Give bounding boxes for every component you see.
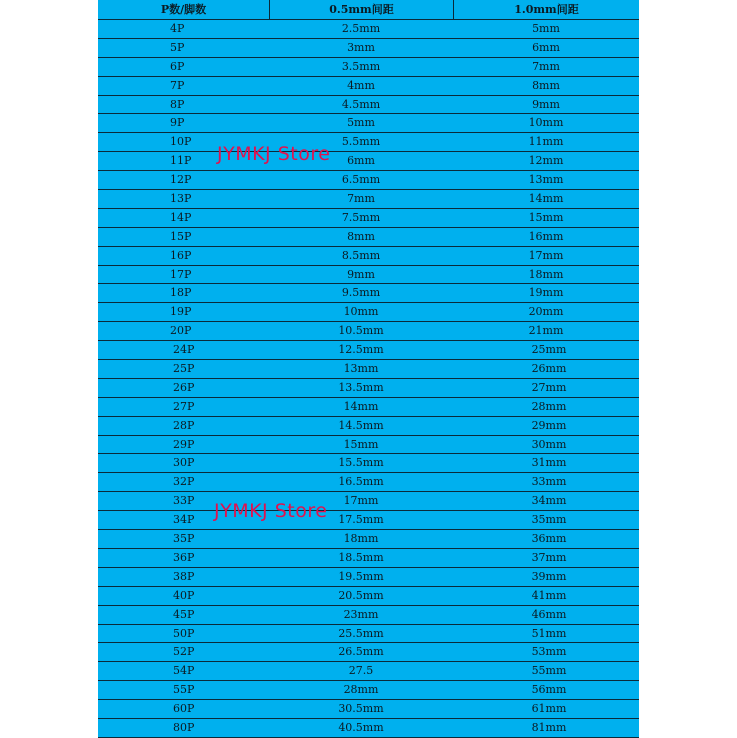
spacing-05mm-cell: 28mm [343, 683, 379, 697]
spacing-05mm-cell: 14.5mm [338, 418, 384, 432]
table-header [98, 0, 639, 20]
table-row [98, 360, 639, 379]
header-05mm: 0.5mm间距 [269, 0, 453, 19]
table-row [98, 133, 639, 152]
table-row [98, 436, 639, 455]
pin-count-cell: 30P [173, 456, 195, 470]
pin-count-cell: 20P [170, 324, 192, 338]
spacing-05mm-cell: 8mm [347, 229, 375, 243]
spacing-10mm-cell: 34mm [531, 494, 567, 508]
spacing-05mm-cell: 2.5mm [341, 22, 381, 35]
spacing-05mm-cell: 30.5mm [338, 702, 384, 716]
spacing-10mm-cell: 19mm [528, 286, 564, 300]
pin-count-cell: 55P [173, 683, 195, 697]
pin-count-cell: 35P [173, 532, 195, 546]
pin-count-cell: 28P [173, 418, 195, 432]
spacing-05mm-cell: 5.5mm [341, 135, 381, 149]
table-row [98, 398, 639, 417]
table-row [98, 322, 639, 341]
spacing-10mm-cell: 13mm [528, 173, 564, 187]
spacing-05mm-cell: 27.5 [348, 664, 374, 678]
table-row [98, 379, 639, 398]
spacing-05mm-cell: 16.5mm [338, 475, 384, 489]
table-row [98, 473, 639, 492]
pin-count-cell: 34P [173, 513, 195, 527]
spacing-10mm-cell: 33mm [531, 475, 567, 489]
pin-count-cell: 27P [173, 399, 195, 413]
pin-count-cell: 5P [170, 40, 185, 54]
pin-count-cell: 52P [173, 645, 195, 659]
spacing-10mm-cell: 25mm [531, 343, 567, 357]
table-row [98, 266, 639, 285]
pin-count-cell: 10P [170, 135, 192, 149]
pin-count-cell: 9P [170, 116, 185, 130]
pin-count-cell: 38P [173, 569, 195, 583]
table-row [98, 719, 639, 738]
pin-count-cell: 60P [173, 702, 195, 716]
spacing-10mm-cell: 17mm [528, 248, 564, 262]
spacing-10mm-cell: 31mm [531, 456, 567, 470]
spacing-10mm-cell: 39mm [531, 569, 567, 583]
pin-count-cell: 32P [173, 475, 195, 489]
table-row [98, 303, 639, 322]
spacing-05mm-cell: 3mm [347, 40, 375, 54]
spacing-05mm-cell: 4.5mm [341, 97, 381, 111]
spacing-10mm-cell: 16mm [528, 229, 564, 243]
pin-count-cell: 25P [173, 362, 195, 376]
table-row [98, 530, 639, 549]
table-body [98, 20, 639, 738]
pin-count-cell: 54P [173, 664, 195, 678]
spacing-10mm-cell: 36mm [531, 532, 567, 546]
spacing-10mm-cell: 26mm [531, 362, 567, 376]
spacing-05mm-cell: 20.5mm [338, 588, 384, 602]
table-row [98, 568, 639, 587]
pin-count-cell: 45P [173, 607, 195, 621]
pin-count-cell: 7P [170, 78, 185, 92]
spacing-05mm-cell: 6mm [347, 154, 375, 168]
spacing-10mm-cell: 81mm [531, 720, 567, 734]
spacing-10mm-cell: 53mm [531, 645, 567, 659]
spacing-05mm-cell: 12.5mm [338, 343, 384, 357]
spacing-10mm-cell: 61mm [531, 702, 567, 716]
table-row [98, 96, 639, 115]
spacing-05mm-cell: 15.5mm [338, 456, 384, 470]
spacing-10mm-cell: 18mm [528, 267, 564, 281]
pin-count-cell: 80P [173, 720, 195, 734]
spacing-05mm-cell: 6.5mm [341, 173, 381, 187]
spacing-10mm-cell: 46mm [531, 607, 567, 621]
pin-count-cell: 6P [170, 59, 185, 73]
table-row [98, 58, 639, 77]
spacing-10mm-cell: 51mm [531, 626, 567, 640]
pin-count-cell: 29P [173, 437, 195, 451]
table-row [98, 492, 639, 511]
spacing-10mm-cell: 20mm [528, 305, 564, 319]
table-row [98, 39, 639, 58]
spacing-05mm-cell: 14mm [343, 399, 379, 413]
spacing-10mm-cell: 30mm [531, 437, 567, 451]
table-row [98, 511, 639, 530]
spacing-10mm-cell: 56mm [531, 683, 567, 697]
spacing-05mm-cell: 17mm [343, 494, 379, 508]
spacing-05mm-cell: 40.5mm [338, 720, 384, 734]
spacing-05mm-cell: 7mm [347, 192, 375, 206]
table-row [98, 662, 639, 681]
spacing-05mm-cell: 9.5mm [341, 286, 381, 300]
spacing-10mm-cell: 35mm [531, 513, 567, 527]
table-row [98, 171, 639, 190]
pin-count-cell: 12P [170, 173, 192, 187]
spacing-10mm-cell: 28mm [531, 399, 567, 413]
pin-count-cell: 24P [173, 343, 195, 357]
spacing-05mm-cell: 3.5mm [341, 59, 381, 73]
table-row [98, 284, 639, 303]
spacing-05mm-cell: 23mm [343, 607, 379, 621]
table-row [98, 625, 639, 644]
spacing-10mm-cell: 8mm [532, 78, 560, 92]
table-row [98, 643, 639, 662]
table-row [98, 606, 639, 625]
table-row [98, 587, 639, 606]
spacing-05mm-cell: 8.5mm [341, 248, 381, 262]
header-10mm: 1.0mm间距 [453, 0, 639, 19]
spacing-10mm-cell: 29mm [531, 418, 567, 432]
spacing-10mm-cell: 7mm [532, 59, 560, 73]
watermark-top: JYMKJ Store [217, 143, 331, 165]
spacing-05mm-cell: 13.5mm [338, 380, 384, 394]
spacing-10mm-cell: 6mm [532, 40, 560, 54]
pin-count-cell: 19P [170, 305, 192, 319]
table-row [98, 209, 639, 228]
table-row [98, 417, 639, 436]
spacing-05mm-cell: 7.5mm [341, 210, 381, 224]
spacing-05mm-cell: 19.5mm [338, 569, 384, 583]
pin-count-cell: 14P [170, 210, 192, 224]
spacing-10mm-cell: 41mm [531, 588, 567, 602]
spacing-10mm-cell: 5mm [532, 22, 560, 35]
watermark-bottom: JYMKJ Store [214, 500, 328, 522]
spacing-05mm-cell: 4mm [347, 78, 375, 92]
spacing-05mm-cell: 17.5mm [338, 513, 384, 527]
pin-count-cell: 33P [173, 494, 195, 508]
table-row [98, 20, 639, 39]
table-row [98, 549, 639, 568]
spacing-10mm-cell: 12mm [528, 154, 564, 168]
spacing-05mm-cell: 13mm [343, 362, 379, 376]
pin-count-cell: 16P [170, 248, 192, 262]
pin-count-cell: 18P [170, 286, 192, 300]
pin-count-cell: 40P [173, 588, 195, 602]
table-row [98, 454, 639, 473]
header-pins: P数/脚数 [160, 3, 207, 16]
pin-count-cell: 15P [170, 229, 192, 243]
spacing-10mm-cell: 11mm [528, 135, 564, 149]
spacing-10mm-cell: 14mm [528, 192, 564, 206]
spacing-05mm-cell: 26.5mm [338, 645, 384, 659]
table-row [98, 341, 639, 360]
pin-count-cell: 26P [173, 380, 195, 394]
table-row [98, 190, 639, 209]
pin-count-cell: 8P [170, 97, 185, 111]
table-row [98, 681, 639, 700]
pin-count-cell: 36P [173, 550, 195, 564]
table-row [98, 152, 639, 171]
table-row [98, 700, 639, 719]
pin-count-cell: 11P [170, 154, 192, 168]
spacing-10mm-cell: 10mm [528, 116, 564, 130]
spacing-05mm-cell: 18mm [343, 532, 379, 546]
spacing-05mm-cell: 15mm [343, 437, 379, 451]
spacing-05mm-cell: 18.5mm [338, 550, 384, 564]
spacing-05mm-cell: 10.5mm [338, 324, 384, 338]
spacing-10mm-cell: 15mm [528, 210, 564, 224]
spacing-05mm-cell: 10mm [343, 305, 379, 319]
spacing-table [98, 0, 639, 738]
spacing-05mm-cell: 9mm [347, 267, 375, 281]
table-row [98, 114, 639, 133]
pin-count-cell: 13P [170, 192, 192, 206]
spacing-10mm-cell: 55mm [531, 664, 567, 678]
pin-count-cell: 4P [170, 22, 185, 35]
spacing-10mm-cell: 27mm [531, 380, 567, 394]
spacing-10mm-cell: 21mm [528, 324, 564, 338]
table-row [98, 228, 639, 247]
spacing-05mm-cell: 25.5mm [338, 626, 384, 640]
pin-count-cell: 50P [173, 626, 195, 640]
table-row [98, 77, 639, 96]
pin-count-cell: 17P [170, 267, 192, 281]
spacing-05mm-cell: 5mm [347, 116, 375, 130]
spacing-10mm-cell: 37mm [531, 550, 567, 564]
spacing-10mm-cell: 9mm [532, 97, 560, 111]
table-row [98, 247, 639, 266]
